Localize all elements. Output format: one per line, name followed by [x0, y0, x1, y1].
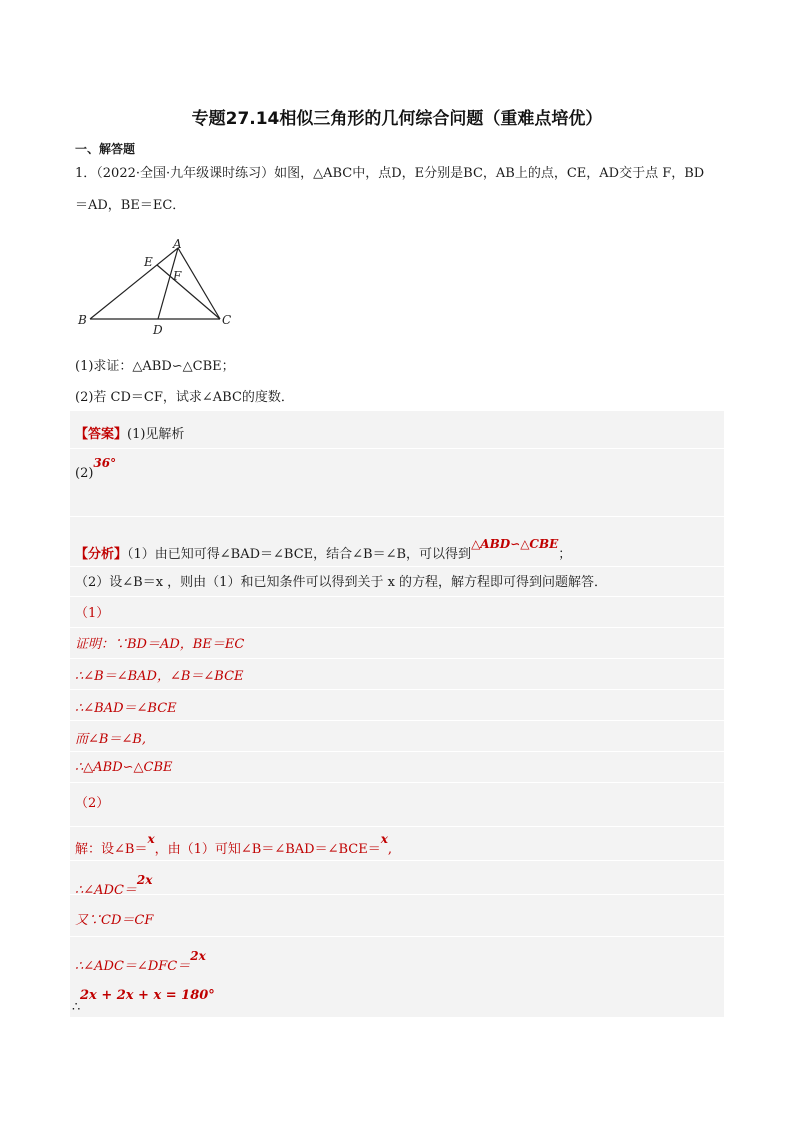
solution-line-11: ∴∠ADC＝∠DFC＝2x [75, 949, 206, 974]
solution-line-5: 而∠B＝∠B, [75, 732, 147, 747]
segment-ad [158, 248, 178, 319]
solution-line-7: （2） [75, 796, 110, 811]
solution-line-9: ∴∠ADC＝2x [75, 873, 153, 898]
analysis-tag: 【分析】 [75, 547, 128, 562]
answer-line-1 [75, 423, 184, 442]
analysis-end-1: ； [558, 547, 572, 562]
answer-part-1: (1)见解析 [127, 427, 185, 442]
solution-line-12-math: 2x + 2x + x = 180° [80, 988, 215, 1003]
answer-tag: 【答案】 [75, 427, 128, 442]
label-f: F [173, 269, 182, 283]
analysis-text-1: （1）由已知可得∠BAD＝∠BCE，结合∠B＝∠B，可以得到 [127, 547, 472, 562]
label-e: E [144, 255, 153, 269]
segment-ce [157, 265, 220, 319]
sub-question-2: (2)若 CD＝CF，试求∠ABC的度数． [75, 390, 294, 405]
label-d: D [153, 323, 163, 337]
solution-line-1: （1） [75, 606, 110, 621]
label-c: C [222, 313, 232, 327]
section-heading: 一、解答题 [75, 142, 136, 156]
question-line-2: ＝AD，BE＝EC． [75, 198, 186, 213]
page-title: 专题27.14相似三角形的几何综合问题（重难点培优） [191, 109, 603, 129]
label-a: A [173, 237, 182, 251]
solution-line-8: 解：设∠B＝x，由（1）可知∠B＝∠BAD＝∠BCE＝x, [75, 832, 393, 857]
solution-line-10: 又∵CD＝CF [75, 913, 154, 928]
solution-line-12-therefore: ∴ [72, 1000, 81, 1015]
solution-line-6: ∴△ABD∽△CBE [75, 760, 173, 775]
analysis-line-2: （2）设∠B＝x ，则由（1）和已知条件可以得到关于 x 的方程，解方程即可得到问题解答． [75, 575, 608, 590]
question-line-1: 1．（2022·全国·九年级课时练习）如图，△ABC中，点D，E分别是BC，AB上的点，CE，AD交于点 F，BD [75, 166, 705, 181]
solution-line-2: 证明：∵BD＝AD，BE＝EC [75, 637, 245, 652]
answer-line-2 [75, 456, 117, 481]
segment-ab [90, 248, 178, 319]
segment-ac [178, 248, 220, 319]
answer-part-2-value: 36° [93, 456, 117, 470]
solution-line-3: ∴∠B＝∠BAD，∠B＝∠BCE [75, 669, 244, 684]
answer-part-2-prefix: (2) [75, 466, 94, 481]
sub-question-1: (1)求证：△ABD∽△CBE； [75, 359, 235, 374]
analysis-math-1: △ABD∽△CBE [471, 537, 559, 551]
solution-line-4: ∴∠BAD＝∠BCE [75, 701, 177, 716]
triangle-figure [72, 236, 242, 341]
label-b: B [78, 313, 87, 327]
analysis-line-1 [75, 537, 572, 562]
